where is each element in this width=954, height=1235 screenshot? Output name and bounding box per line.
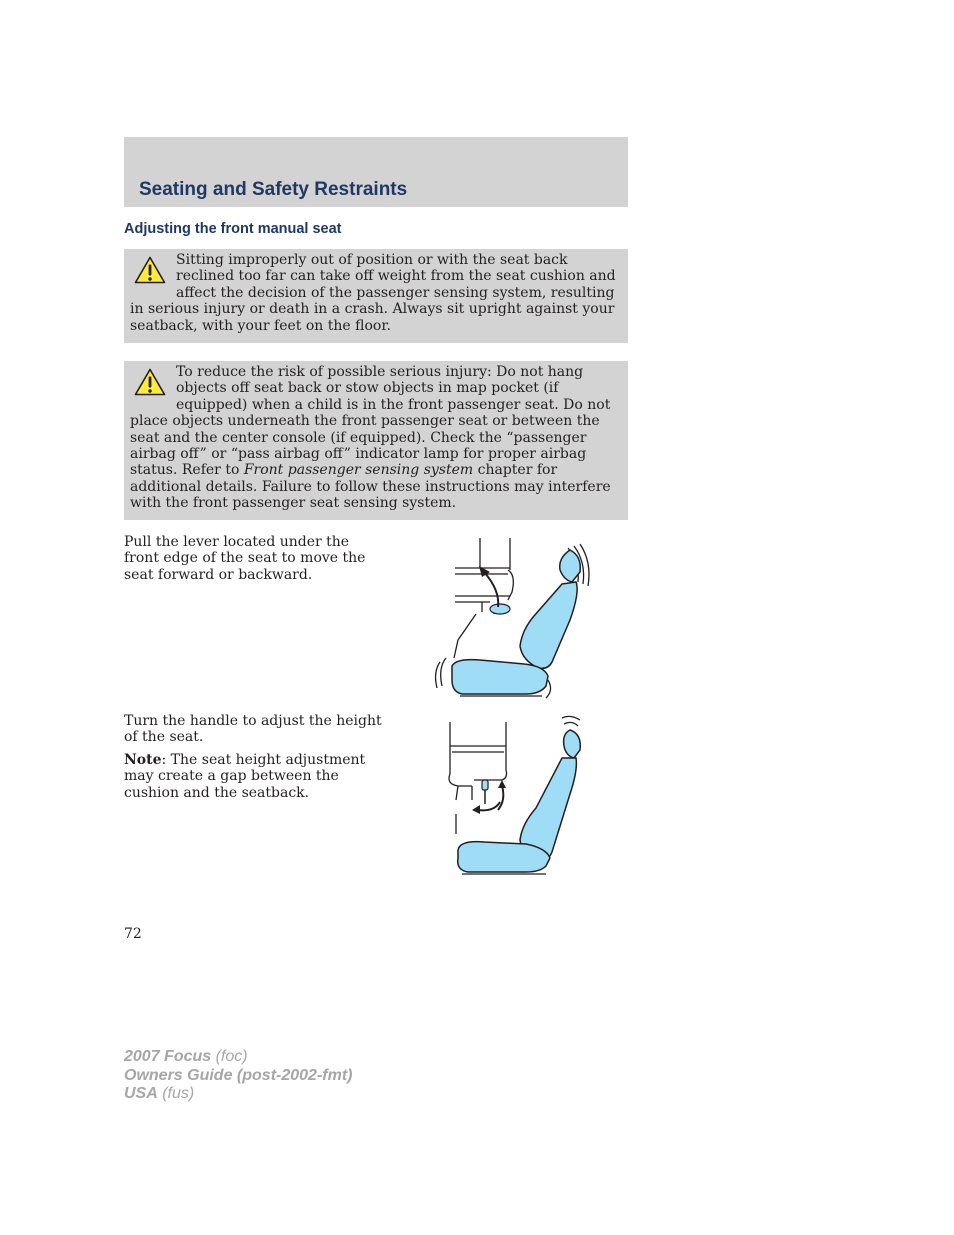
section-header-band: [124, 137, 628, 207]
chapter-reference: Front passenger sensing system: [243, 462, 474, 479]
warning-triangle-icon: [134, 368, 166, 396]
section-heading: Adjusting the front manual seat: [124, 221, 342, 237]
warning-box-objects: [124, 361, 628, 520]
note-label: Note: [124, 752, 162, 768]
warning-text: Sitting improperly out of position or with the seat back reclined too far can take off weight from the seat cushion and affect the decision of the passenger sensing system, resulting in serious injury or death in a crash. Always sit upright against your seatback, with your feet on the floor.: [130, 252, 616, 334]
fore-aft-instruction: Pull the lever located under the front edge of the seat to move the seat forward or backward.: [124, 534, 366, 583]
warning-text: To reduce the risk of possible serious injury: Do not hang objects off seat back or stow objects in map pocket (if equipped) when a child is in the front passenger seat. Do not place objects underneath the front passenger seat or between the seat and the center console (if equipped). Check the “passenger airbag off” or “pass airbag off” indicator lamp for proper airbag status. Refer to Front passenger sensing system chapter for additional details. Failure to follow these instructions may interfere with the front passenger seat sensing system.: [130, 364, 611, 512]
footer-line-1: 2007 Focus (foc): [124, 1048, 248, 1065]
height-note: Note: The seat height adjustment may create a gap between the cushion and the seatback.: [124, 752, 366, 801]
warning-triangle-icon: [134, 256, 166, 284]
height-instruction: Turn the handle to adjust the height of the seat.: [124, 713, 382, 746]
warning-box-seat-position: [124, 249, 628, 343]
page-title: Seating and Safety Restraints: [139, 179, 408, 200]
document-footer: [124, 1048, 352, 1104]
seat-fore-aft-illustration: [430, 530, 600, 702]
footer-line-2: Owners Guide (post-2002-fmt): [124, 1066, 353, 1084]
seat-height-illustration: [442, 714, 592, 878]
page-number: 72: [124, 926, 142, 942]
footer-line-3: USA (fus): [124, 1085, 195, 1102]
